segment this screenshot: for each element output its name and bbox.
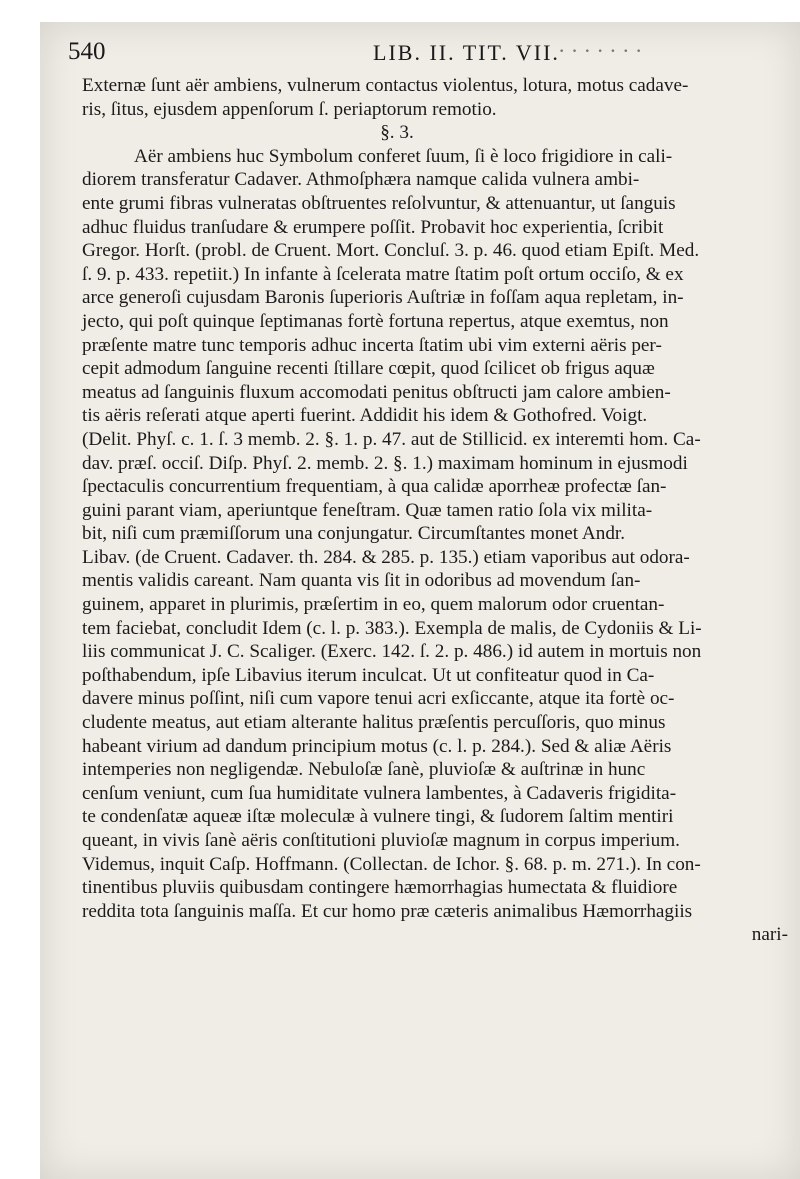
text-line: tem faciebat, concludit Idem (c. l. p. 383.). Exempla de malis, de Cydoniis & Li- xyxy=(82,617,702,639)
text-line: arce generoſi cujusdam Baronis ſuperioris Auſtriæ in foſſam aqua repletam, in- xyxy=(82,287,684,309)
body-text xyxy=(82,74,792,947)
text-line: mentis validis careant. Nam quanta vis ſit in odoribus ad movendum ſan- xyxy=(82,570,641,592)
text-line: habeant virium ad dandum principium motus (c. l. p. 284.). Sed & aliæ Aëris xyxy=(82,735,672,757)
text-line: cenſum veniunt, cum ſua humiditate vulnera lambentes, à Cadaveris frigidita- xyxy=(82,782,677,804)
text-line: liis communicat J. C. Scaliger. (Exerc. 142. ſ. 2. p. 486.) id autem in mortuis non xyxy=(82,641,702,663)
text-line: tinentibus pluviis quibusdam contingere hæmorrhagias humectata & fluidiore xyxy=(82,877,678,899)
text-line: Libav. (de Cruent. Cadaver. th. 284. & 285. p. 135.) etiam vaporibus aut odora- xyxy=(82,546,690,568)
catchword: nari- xyxy=(751,924,788,946)
text-line: adhuc fluidus tranſudare & erumpere poſſit. Probavit hoc experientia, ſcribit xyxy=(82,216,664,238)
text-line: Videmus, inquit Caſp. Hoffmann. (Collectan. de Ichor. §. 68. p. m. 271.). In con- xyxy=(82,853,701,875)
text-line: Externæ ſunt aër ambiens, vulnerum contactus violentus, lotura, motus cadave- xyxy=(82,75,689,96)
text-line: davere minus poſſint, niſi cum vapore tenui acri exſiccante, atque ita fortè oc- xyxy=(82,688,675,710)
text-line: ſpectaculis concurrentium frequentiam, à qua calidæ aporrheæ profectæ ſan- xyxy=(82,476,667,498)
text-line: meatus ad ſanguinis fluxum accomodati penitus obſtructi jam calore ambien- xyxy=(82,381,671,403)
text-line: (Delit. Phyſ. c. 1. ſ. 3 memb. 2. §. 1. p. 47. aut de Stillicid. ex interemti hom. Ca- xyxy=(82,428,701,450)
text-line: dav. præſ. occiſ. Diſp. Phyſ. 2. memb. 2. §. 1.) maximam hominum in ejusmodi xyxy=(82,452,688,474)
page-header xyxy=(68,36,760,70)
text-line: guini parant viam, aperiuntque feneſtram. Quæ tamen ratio ſola vix milita- xyxy=(82,499,653,521)
text-line: Gregor. Horſt. (probl. de Cruent. Mort. Concluſ. 3. p. 46. quod etiam Epiſt. Med. xyxy=(82,240,700,262)
text-line: cludente meatus, aut etiam alterante halitus præſentis percuſſoris, quo minus xyxy=(82,712,666,734)
section-number: §. 3. xyxy=(380,122,414,144)
text-line: ſ. 9. p. 433. repetiit.) In infante à ſcelerata matre ſtatim poſt ortum occiſo, & ex xyxy=(82,263,684,285)
page-number: 540 xyxy=(68,38,106,65)
text-line: tis aëris reſerati atque aperti fuerint. Addidit his idem & Gothofred. Voigt. xyxy=(82,405,648,427)
text-line: intemperies non negligendæ. Nebuloſæ ſanè, pluvioſæ & auſtrinæ in hunc xyxy=(82,759,646,781)
text-line: queant, in vivis ſanè aëris conſtitutioni pluvioſæ magnum in corpus imperium. xyxy=(82,830,680,851)
book-page xyxy=(40,22,800,1179)
text-line: Aër ambiens huc Symbolum conferet ſuum, ſi è loco frigidiore in cali- xyxy=(134,145,673,167)
text-line: reddita tota ſanguinis maſſa. Et cur homo præ cæteris animalibus Hæmorrhagiis xyxy=(82,900,693,922)
text-line: ris, ſitus, ejusdem appenſorum ſ. periaptorum remotio. xyxy=(82,98,497,120)
running-title: LIB. II. TIT. VII. xyxy=(373,40,560,65)
text-line: bit, niſi cum præmiſſorum una conjungatur. Circumſtantes monet Andr. xyxy=(82,523,626,545)
text-line: te condenſatæ aqueæ iſtæ moleculæ à vulnere tingi, & ſudorem ſaltim mentiri xyxy=(82,806,674,828)
text-line: diorem transferatur Cadaver. Athmoſphæra namque calida vulnera ambi- xyxy=(82,169,640,191)
text-line: poſthabendum, ipſe Libavius iterum inculcat. Ut ut confiteatur quod in Ca- xyxy=(82,664,655,686)
text-line: ente grumi fibras vulneratas obſtruentes reſolvuntur, & attenuantur, ut ſanguis xyxy=(82,192,676,214)
text-line: guinem, apparet in plurimis, præſertim in eo, quem malorum odor cruentan- xyxy=(82,594,665,616)
header-ornament: · · · · · · · xyxy=(558,38,643,63)
text-line: præſente matre tunc temporis adhuc incerta ſtatim ubi vim externi aëris per- xyxy=(82,334,662,356)
text-line: cepit admodum ſanguine recenti ſtillare cœpit, quod ſcilicet ob frigus aquæ xyxy=(82,358,655,380)
text-line: jecto, qui poſt quinque ſeptimanas fortè fortuna repertus, atque exemtus, non xyxy=(82,310,669,332)
